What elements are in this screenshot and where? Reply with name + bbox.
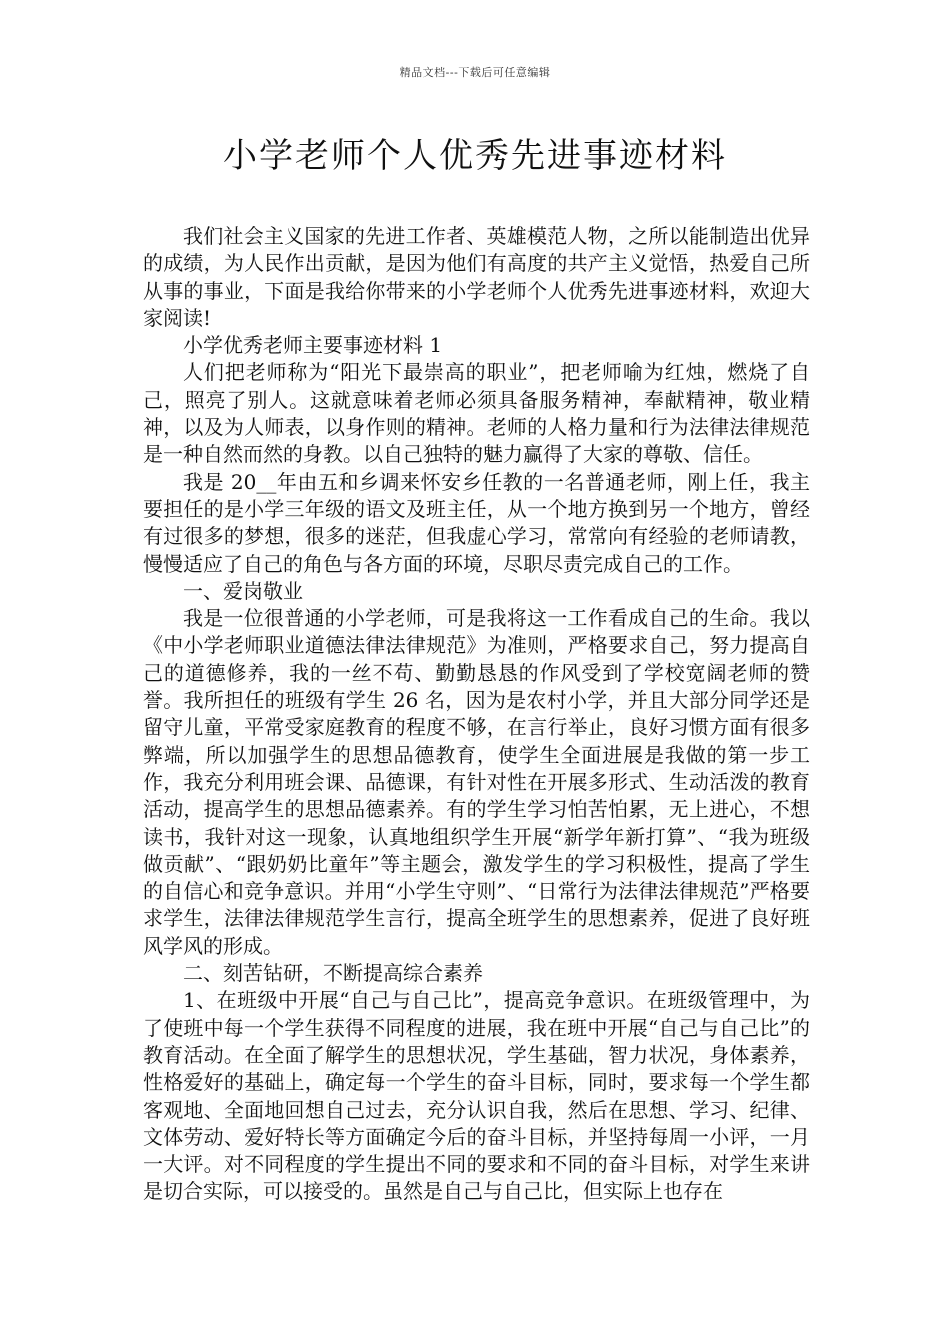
body-paragraph: 1、在班级中开展“自己与自己比”，提高竞争意识。在班级管理中，为了使班中每一个学生获得不同程度的进展，我在班中开展“自己与自己比”的教育活动。在全面了解学生的思想状况，学生基础，智力状况，身体素养，性格爱好的基础上，确定每一个学生的奋斗目标，同时，要求每一个学生都客观地、全面地回想自己过去，充分认识自我，然后在思想、学习、纪律、文体劳动、爱好特长等方面确定今后的奋斗目标，并坚持每周一小评，一月一大评。对不同程度的学生提出不同的要求和不同的奋斗目标，对学生来讲是切合实际，可以接受的。虽然是自己与自己比，但实际上也存在	[143, 988, 810, 1204]
document-title: 小学老师个人优秀先进事迹材料	[223, 136, 727, 176]
section-heading-material-1: 小学优秀老师主要事迹材料 1	[183, 333, 443, 358]
body-paragraph: 我是 20__年由五和乡调来怀安乡任教的一名普通老师，刚上任，我主要担任的是小学三年级的语文及班主任，从一个地方换到另一个地方，曾经有过很多的梦想，很多的迷茫，但我虚心学习，常常向有经验的老师请教，慢慢适应了自己的角色与各方面的环境，尽职尽责完成自己的工作。	[143, 469, 810, 576]
document-body	[143, 223, 810, 1206]
intro-paragraph: 我们社会主义国家的先进工作者、英雄模范人物，之所以能制造出优异的成绩，为人民作出贡献，是因为他们有高度的共产主义觉悟，热爱自己所从事的事业，下面是我给你带来的小学老师个人优秀先进事迹材料，欢迎大家阅读!	[143, 224, 810, 330]
section-heading-dedication: 一、爱岗敬业	[183, 578, 303, 603]
section-heading-research: 二、刻苦钻研，不断提高综合素养	[183, 961, 483, 986]
body-paragraph: 人们把老师称为“阳光下最崇高的职业”，把老师喻为红烛，燃烧了自己，照亮了别人。这就意味着老师必须具备服务精神，奉献精神，敬业精神，以及为人师表，以身作则的精神。老师的人格力量和行为法律法律规范是一种自然而然的身教。以自己独特的魅力赢得了大家的尊敬、信任。	[143, 360, 810, 467]
document-header-note: 精品文档---下载后可任意编辑	[399, 66, 551, 79]
body-paragraph: 我是一位很普通的小学老师，可是我将这一工作看成自己的生命。我以《中小学老师职业道德法律法律规范》为准则，严格要求自己，努力提高自己的道德修养，我的一丝不苟、勤勤恳恳的作风受到了学校宽阔老师的赞誉。我所担任的班级有学生 26 名，因为是农村小学，并且大部分同学还是留守儿童，平常受家庭教育的程度不够，在言行举止，良好习惯方面有很多弊端，所以加强学生的思想品德教育，使学生全面进展是我做的第一步工作，我充分利用班会课、品德课，有针对性在开展多形式、生动活泼的教育活动，提高学生的思想品德素养。有的学生学习怕苦怕累，无上进心，不想读书，我针对这一现象，认真地组织学生开展“新学年新打算”、“我为班级做贡献”、“跟奶奶比童年”等主题会，激发学生的学习积极性，提高了学生的自信心和竞争意识。并用“小学生守则”、“日常行为法律法律规范”严格要求学生，法律法律规范学生言行，提高全班学生的思想素养，促进了良好班风学风的形成。	[143, 606, 810, 958]
